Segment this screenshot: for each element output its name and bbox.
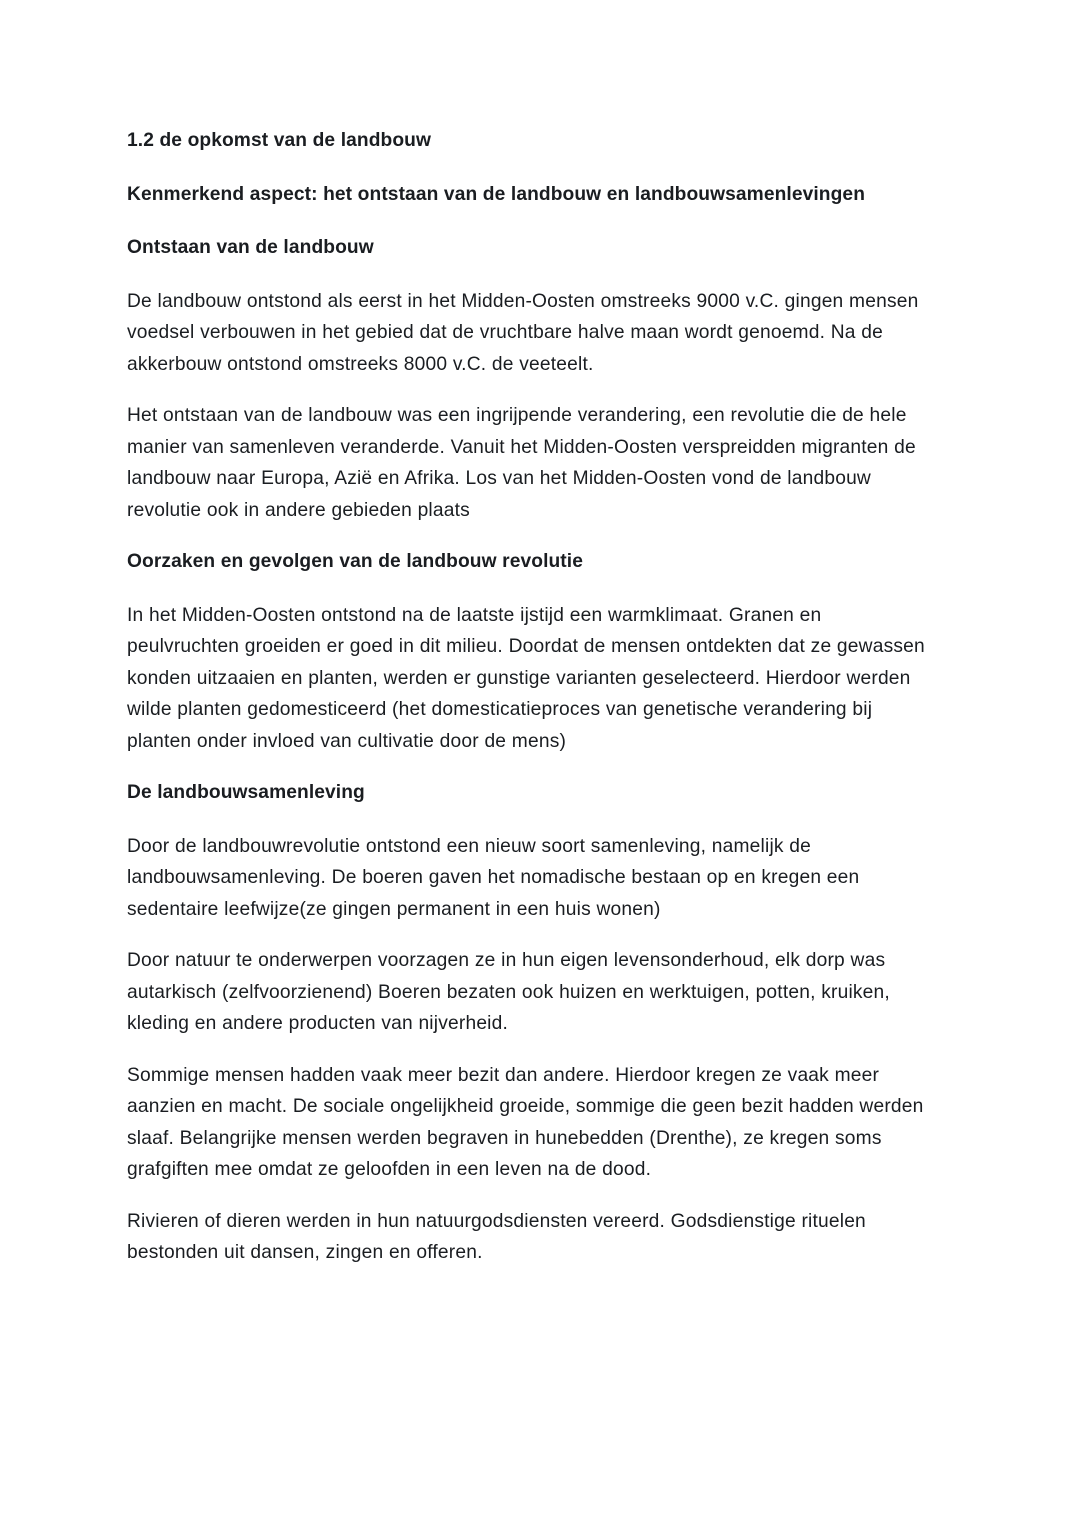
section-title: 1.2 de opkomst van de landbouw xyxy=(127,130,432,151)
paragraph-ontstaan-1: De landbouw ontstond als eerst in het Midden-Oosten omstreeks 9000 v.C. gingen mensen voedsel verbouwen in het gebied dat de vruchtbare halve maan wordt genoemd. Na de akkerbouw ontstond omstreeks 8000 v.C. de veeteelt. xyxy=(127,290,919,375)
paragraph-samenleving-2: Door natuur te onderwerpen voorzagen ze in hun eigen levensonderhoud, elk dorp was autarkisch (zelfvoorzienend) Boeren bezaten ook huizen en werktuigen, potten, kruiken, kleding en andere producten van nijverheid. xyxy=(127,950,890,1034)
paragraph-oorzaken-1: In het Midden-Oosten ontstond na de laatste ijstijd een warmklimaat. Granen en peulvruchten groeiden er goed in dit milieu. Doordat de mensen ontdekten dat ze gewassen konden uitzaaien en planten, werden er gunstige varianten geselecteerd. Hierdoor werden wilde planten gedomesticeerd (het domesticatieproces van genetische verandering bij planten onder invloed van cultivatie door de mens) xyxy=(127,604,925,752)
paragraph-ontstaan-2: Het ontstaan van de landbouw was een ingrijpende verandering, een revolutie die de hele manier van samenleven veranderde. Vanuit het Midden-Oosten verspreidden migranten de landbouw naar Europa, Azië en Afrika. Los van het Midden-Oosten vond de landbouw revolutie ook in andere gebieden plaats xyxy=(127,405,916,521)
heading-kenmerkend-aspect: Kenmerkend aspect: het ontstaan van de landbouw en landbouwsamenlevingen xyxy=(127,183,866,205)
paragraph-samenleving-1: Door de landbouwrevolutie ontstond een nieuw soort samenleving, namelijk de landbouwsamenleving. De boeren gaven het nomadische bestaan op en kregen een sedentaire leefwijze(ze gingen permanent in een huis wonen) xyxy=(127,835,860,920)
document-body xyxy=(127,125,939,1269)
paragraph-samenleving-3: Sommige mensen hadden vaak meer bezit dan andere. Hierdoor kregen ze vaak meer aanzien en macht. De sociale ongelijkheid groeide, sommige die geen bezit hadden werden slaaf. Belangrijke mensen werden begraven in hunebedden (Drenthe), ze kregen soms grafgiften mee omdat ze geloofden in een leven na de dood. xyxy=(127,1064,924,1180)
heading-de-landbouwsamenleving: De landbouwsamenleving xyxy=(127,782,365,803)
paragraph-samenleving-4: Rivieren of dieren werden in hun natuurgodsdiensten vereerd. Godsdienstige rituelen bestonden uit dansen, zingen en offeren. xyxy=(127,1210,866,1263)
heading-ontstaan-van-de-landbouw: Ontstaan van de landbouw xyxy=(127,237,374,258)
heading-oorzaken-en-gevolgen: Oorzaken en gevolgen van de landbouw revolutie xyxy=(127,551,583,572)
